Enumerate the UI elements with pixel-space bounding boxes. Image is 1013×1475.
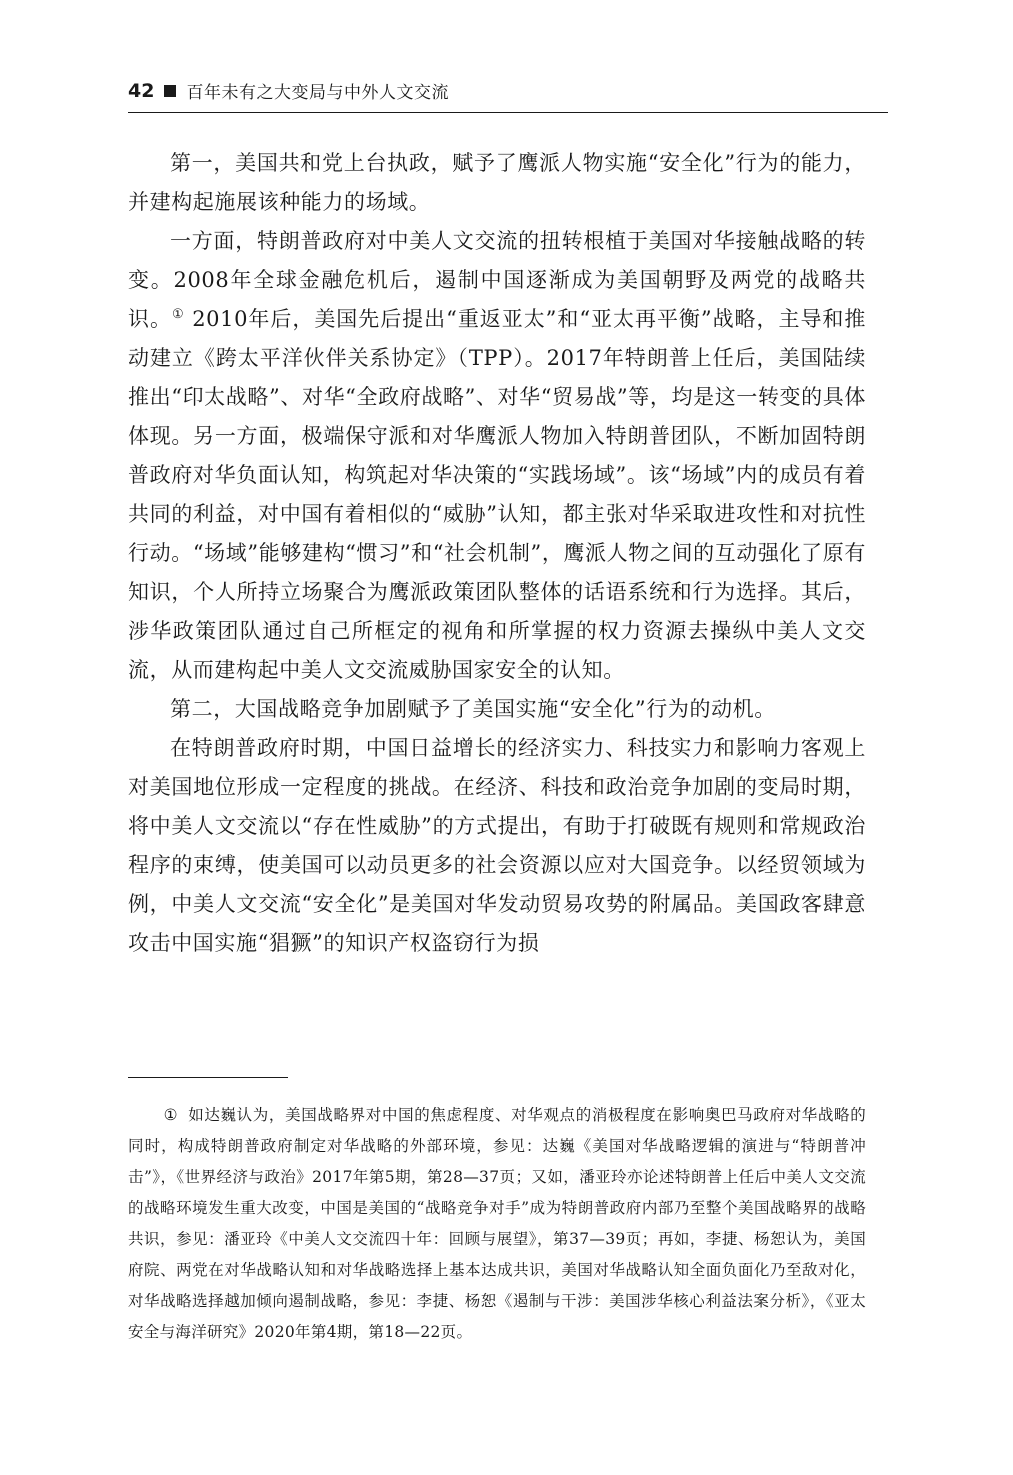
paragraph: 第一，美国共和党上台执政，赋予了鹰派人物实施“安全化”行为的能力，并建构起施展该种能力的场域。: [128, 151, 866, 214]
footnote-marker: ①: [163, 1106, 179, 1124]
paragraph: [128, 222, 866, 690]
running-header: [128, 78, 888, 103]
page-number: 42: [128, 79, 155, 102]
footnotes: [128, 1100, 866, 1348]
footnote-reference[interactable]: ①: [171, 307, 185, 322]
paragraph: 第二，大国战略竞争加剧赋予了美国实施“安全化”行为的动机。: [170, 697, 776, 721]
paragraph-text: 2010年后，美国先后提出“重返亚太”和“亚太再平衡”战略，主导和推动建立《跨太平洋伙伴关系协定》（TPP）。2017年特朗普上任后，美国陆续推出“印太战略”、对华“全政府战略”、对华“贸易战”等，均是这一转变的具体体现。另一方面，极端保守派和对华鹰派人物加入特朗普团队，不断加固特朗普政府对华负面认知，构筑起对华决策的“实践场域”。该“场域”内的成员有着共同的利益，对中国有着相似的“威胁”认知，都主张对华采取进攻性和对抗性行动。“场域”能够建构“惯习”和“社会机制”，鹰派人物之间的互动强化了原有知识，个人所持立场聚合为鹰派政策团队整体的话语系统和行为选择。其后，涉华政策团队通过自己所框定的视角和所掌握的权力资源去操纵中美人文交流，从而建构起中美人文交流威胁国家安全的认知。: [128, 307, 866, 682]
square-bullet-icon: [164, 85, 176, 97]
body-text: [128, 144, 866, 963]
paragraph: 在特朗普政府时期，中国日益增长的经济实力、科技实力和影响力客观上对美国地位形成一定程度的挑战。在经济、科技和政治竞争加剧的变局时期，将中美人文交流以“存在性威胁”的方式提出，有助于打破既有规则和常规政治程序的束缚，使美国可以动员更多的社会资源以应对大国竞争。以经贸领域为例，中美人文交流“安全化”是美国对华发动贸易攻势的附属品。美国政客肆意攻击中国实施“猖獗”的知识产权盗窃行为损: [128, 736, 866, 955]
footnote-text: 如达巍认为，美国战略界对中国的焦虑程度、对华观点的消极程度在影响奥巴马政府对华战略的同时，构成特朗普政府制定对华战略的外部环境，参见：达巍《美国对华战略逻辑的演进与“特朗普冲击”》，《世界经济与政治》2017年第5期，第28—37页；又如，潘亚玲亦论述特朗普上任后中美人文交流的战略环境发生重大改变，中国是美国的“战略竞争对手”成为特朗普政府内部乃至整个美国战略界的战略共识，参见：潘亚玲《中美人文交流四十年：回顾与展望》，第37—39页；再如，李捷、杨恕认为，美国府院、两党在对华战略认知和对华战略选择上基本达成共识，美国对华战略认知全面负面化乃至敌对化，对华战略选择越加倾向遏制战略，参见：李捷、杨恕《遏制与干涉：美国涉华核心利益法案分析》，《亚太安全与海洋研究》2020年第4期，第18—22页。: [128, 1106, 866, 1341]
paragraph-text: 一方面，特朗普政府对中美人文交流的扭转根植于美国对华接触战略的转变。2008年全球金融危机后，遏制中国逐渐成为美国朝野及两党的战略共识。: [128, 229, 866, 331]
footnote-rule: [128, 1077, 288, 1078]
footnote: [128, 1100, 866, 1348]
header-rule: [128, 112, 888, 113]
running-title: 百年未有之大变局与中外人文交流: [186, 83, 449, 103]
